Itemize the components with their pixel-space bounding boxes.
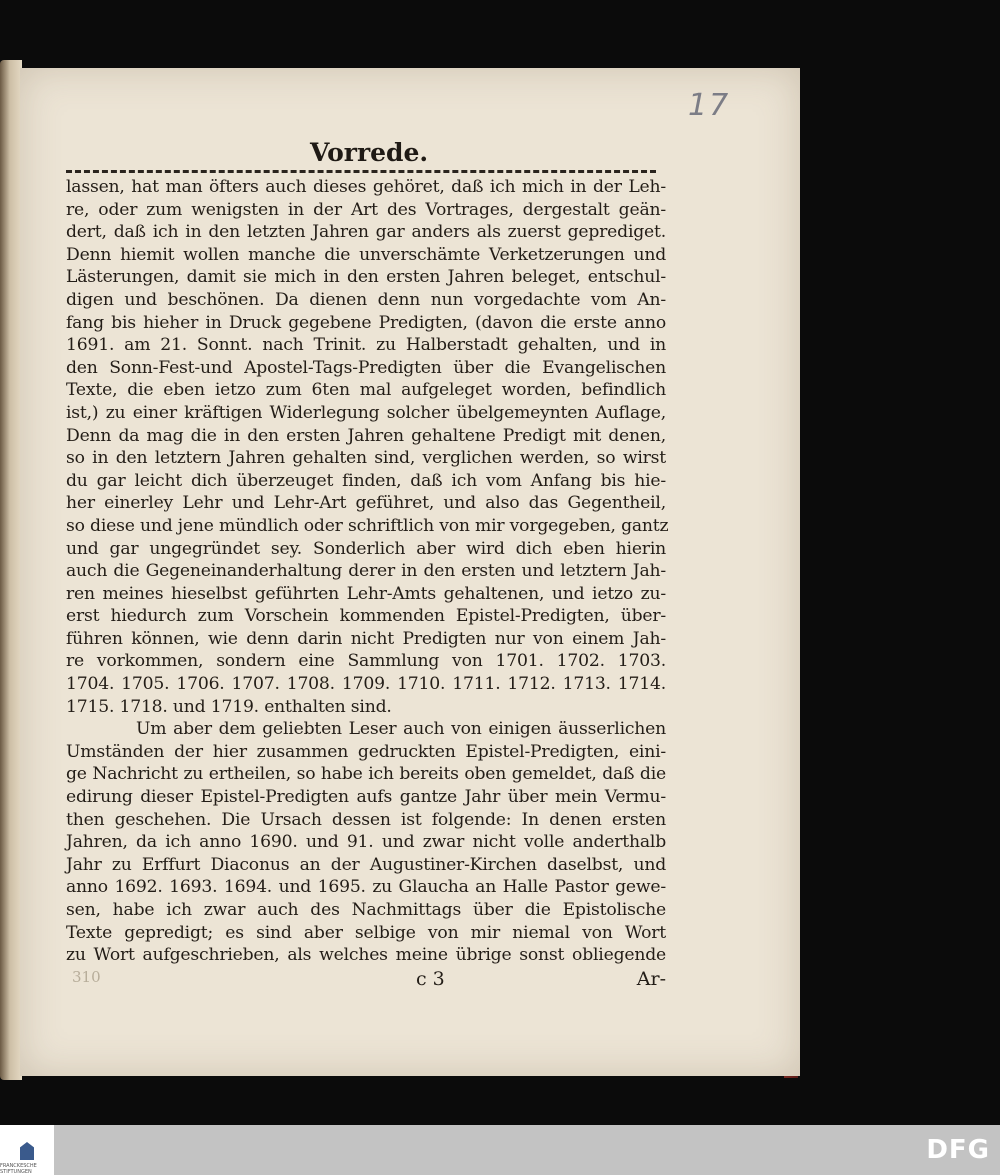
page-footer xyxy=(66,968,666,994)
text-line: führen können, wie denn darin nicht Predigten nur von einem Jah- xyxy=(66,628,666,649)
text-line: Lästerungen, damit sie mich in den ersten Jahren beleget, entschul- xyxy=(66,267,666,288)
text-line: re vorkommen, sondern eine Sammlung von 1701. 1702. 1703. xyxy=(66,651,666,672)
text-line: fang bis hieher in Druck gegebene Predigten, (davon die erste anno xyxy=(66,312,666,333)
text-line: lassen, hat man öfters auch dieses gehöret, daß ich mich in der Leh- xyxy=(66,177,666,197)
text-line: 1691. am 21. Sonnt. nach Trinit. zu Halberstadt gehalten, und in xyxy=(66,335,666,356)
text-line: ge Nachricht zu ertheilen, so habe ich bereits oben gemeldet, daß die xyxy=(66,764,666,785)
text-line: then geschehen. Die Ursach dessen ist folgende: In denen ersten xyxy=(66,809,666,830)
text-line: auch die Gegeneinanderhaltung derer in den ersten und letztern Jah- xyxy=(66,561,666,582)
dfg-logo[interactable]: DFG xyxy=(926,1135,990,1165)
text-line: und gar ungegründet sey. Sonderlich aber wird dich eben hierin xyxy=(66,538,666,559)
text-line: Jahr zu Erffurt Diaconus an der Augustiner-Kirchen daselbst, und xyxy=(66,854,666,875)
text-line: erst hiedurch zum Vorschein kommenden Epistel-Predigten, über- xyxy=(66,606,666,627)
franckesche-stiftungen-logo[interactable] xyxy=(0,1125,54,1175)
text-line: dert, daß ich in den letzten Jahren gar anders als zuerst geprediget. xyxy=(66,222,666,243)
handwritten-folio-number: 17 xyxy=(688,88,731,123)
text-line: re, oder zum wenigsten in der Art des Vortrages, dergestalt geän- xyxy=(66,199,666,220)
faint-page-mark: 310 xyxy=(72,968,101,986)
header-rule xyxy=(66,170,656,173)
text-line: 1715. 1718. und 1719. enthalten sind. xyxy=(66,696,392,717)
text-line: du gar leicht dich überzeuget finden, daß ich vom Anfang bis hie- xyxy=(66,470,666,491)
text-line: den Sonn-Fest-und Apostel-Tags-Predigten über die Evangelischen xyxy=(66,357,666,378)
text-line: digen und beschönen. Da dienen denn nun vorgedachte vom An- xyxy=(66,289,666,310)
text-line: Texte gepredigt; es sind aber selbige von mir niemal von Wort xyxy=(66,922,666,943)
text-line: edirung dieser Epistel-Predigten aufs gantze Jahr über mein Vermu- xyxy=(66,787,666,808)
foundation-emblem-icon xyxy=(20,1142,34,1160)
text-line: ist,) zu einer kräftigen Widerlegung solcher übelgemeynten Auflage, xyxy=(66,402,666,423)
signature-mark: c 3 xyxy=(416,968,445,990)
running-head: Vorrede. xyxy=(310,138,429,167)
text-line: Denn hiemit wollen manche die unverschämte Verketzerungen und xyxy=(66,244,666,265)
text-line: Um aber dem geliebten Leser auch von einigen äusserlichen xyxy=(136,719,666,740)
left-logo-text: FRANCKESCHE STIFTUNGEN xyxy=(0,1163,37,1175)
book-spine-edge xyxy=(0,60,22,1080)
text-line: sen, habe ich zwar auch des Nachmittags über die Epistolische xyxy=(66,900,666,920)
catchword: Ar- xyxy=(636,968,666,990)
text-line: her einerley Lehr und Lehr-Art geführet, und also das Gegentheil, xyxy=(66,493,666,514)
text-line: so diese und jene mündlich oder schriftlich von mir vorgegeben, gantz xyxy=(66,515,669,536)
text-line: ren meines hieselbst geführten Lehr-Amts gehaltenen, und ietzo zu- xyxy=(66,583,666,604)
text-line: Texte, die eben ietzo zum 6ten mal aufgeleget worden, befindlich xyxy=(66,380,666,401)
text-line: 1704. 1705. 1706. 1707. 1708. 1709. 1710. 1711. 1712. 1713. 1714. xyxy=(66,674,666,695)
text-line: zu Wort aufgeschrieben, als welches meine übrige sonst obliegende xyxy=(66,945,666,966)
text-line: Jahren, da ich anno 1690. und 91. und zwar nicht volle anderthalb xyxy=(66,832,666,853)
viewer-bottom-bar xyxy=(0,1125,1000,1175)
body-text xyxy=(66,176,669,967)
text-line: Umständen der hier zusammen gedruckten Epistel-Predigten, eini- xyxy=(66,741,666,762)
text-line: so in den letztern Jahren gehalten sind, verglichen werden, so wirst xyxy=(66,448,666,469)
text-line: Denn da mag die in den ersten Jahren gehaltene Predigt mit denen, xyxy=(66,425,666,446)
text-line: anno 1692. 1693. 1694. und 1695. zu Glaucha an Halle Pastor gewe- xyxy=(66,877,666,898)
